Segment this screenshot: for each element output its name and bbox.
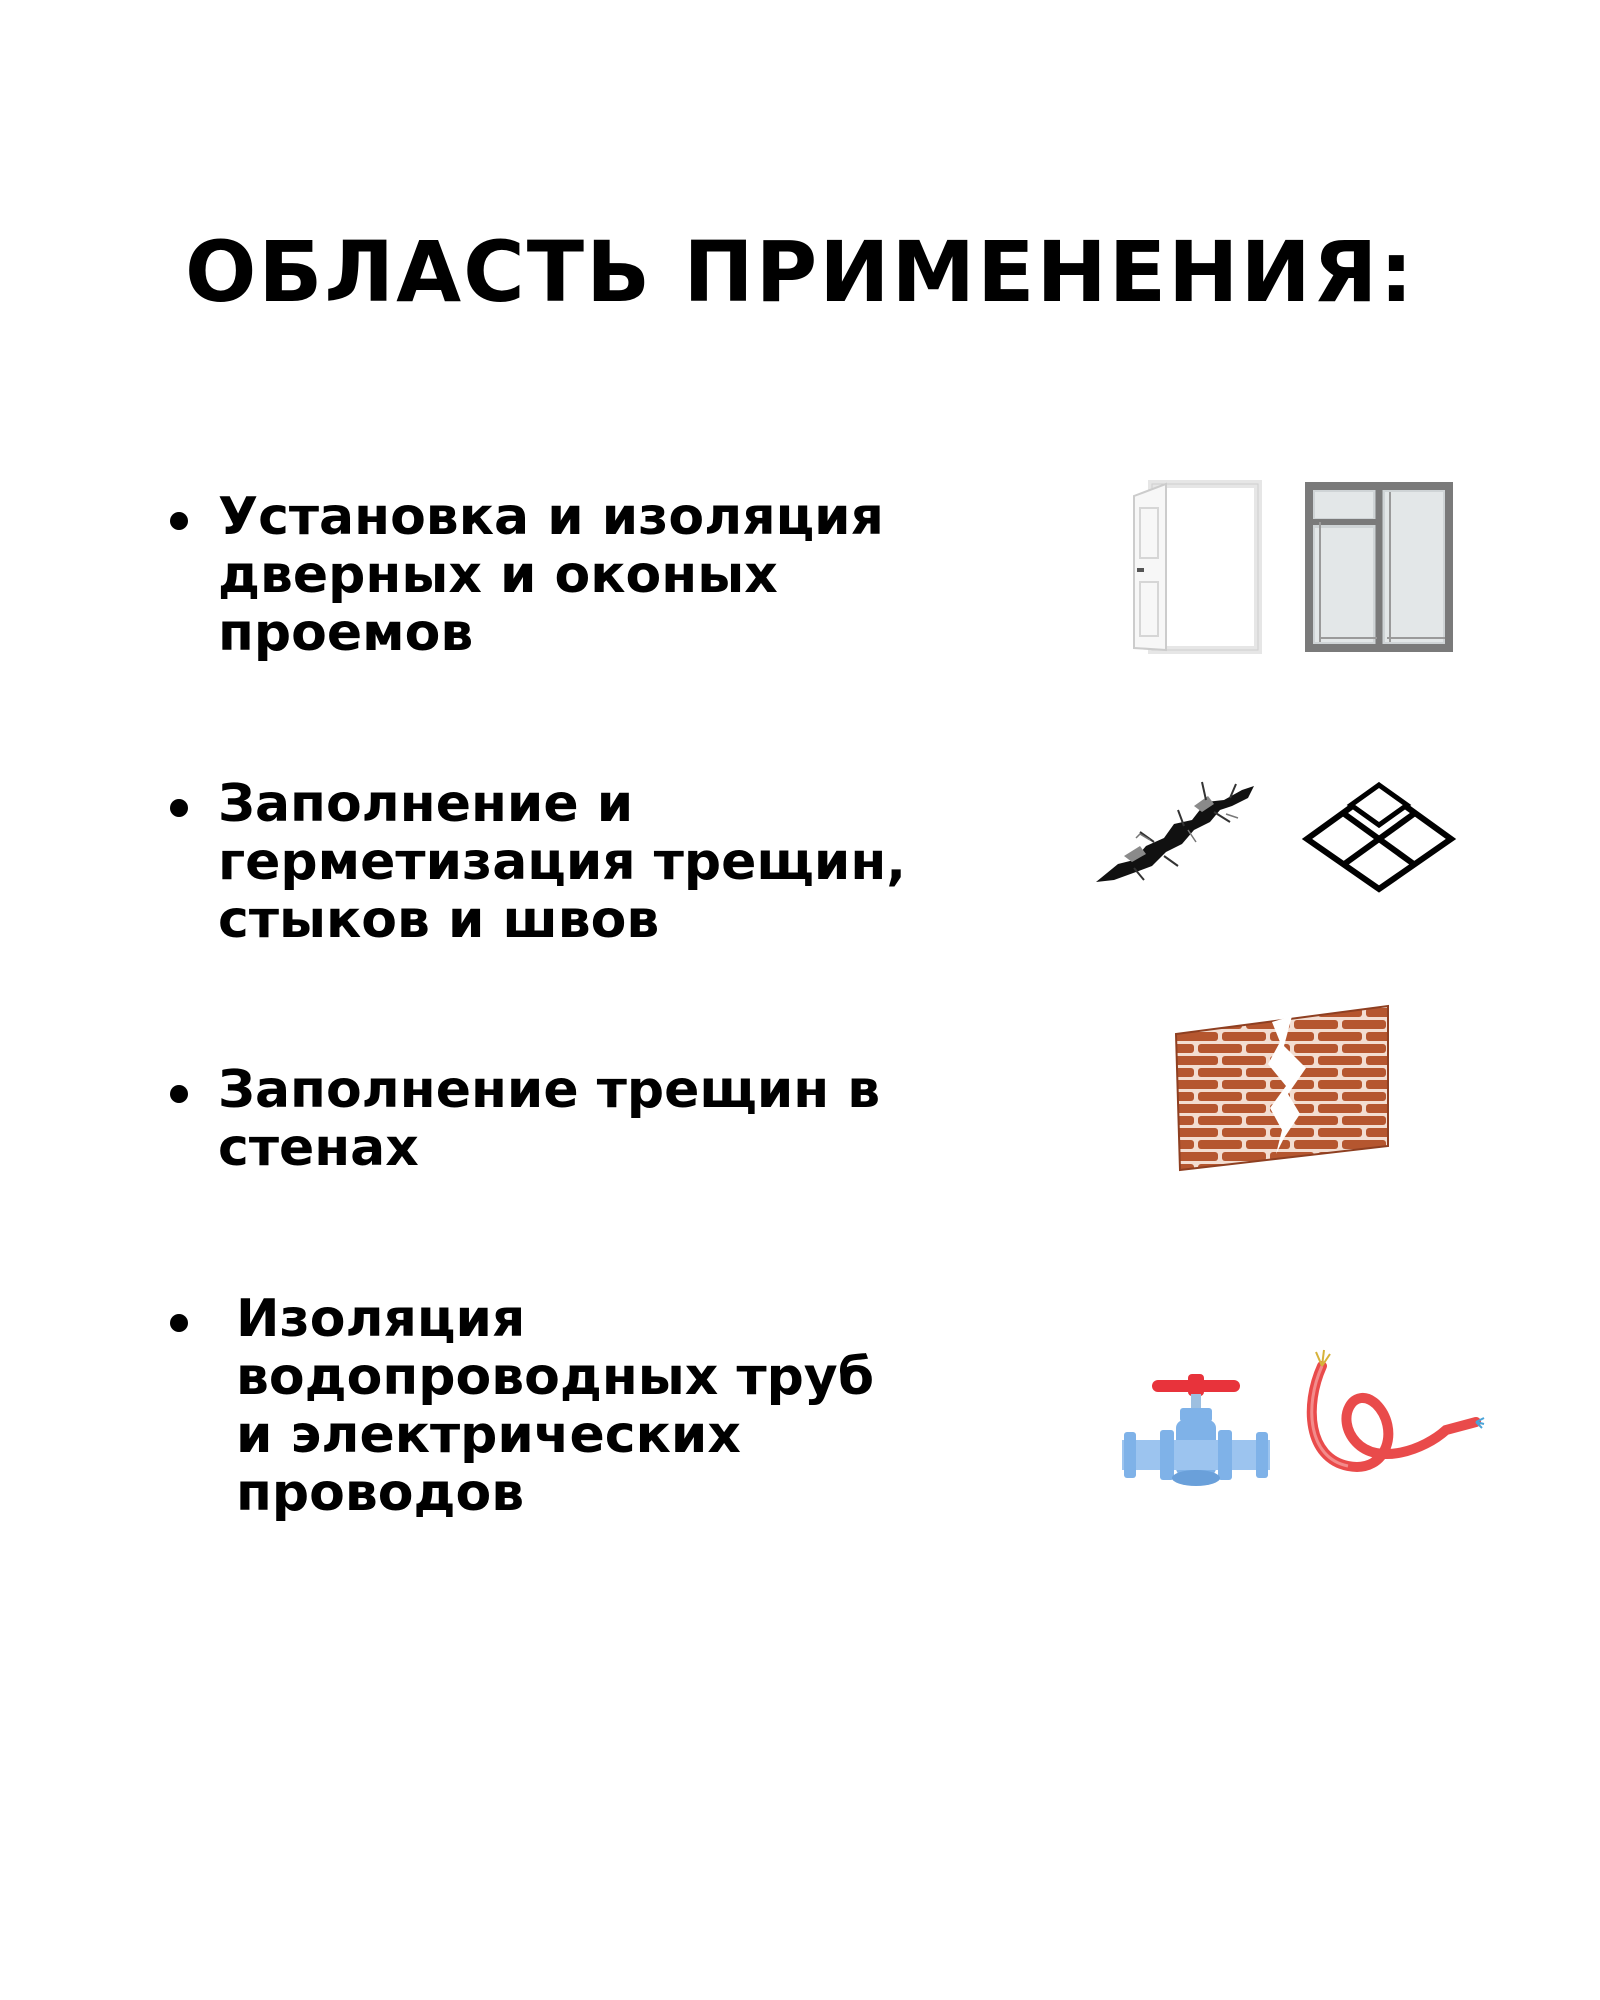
- bullet-icon: [170, 799, 188, 817]
- brick-wall-icon: [1172, 1006, 1392, 1172]
- bullet-icon: [170, 512, 188, 530]
- door-icon: [1130, 482, 1260, 652]
- electric-cable-icon: [1304, 1346, 1484, 1476]
- bullet-icon: [170, 1314, 188, 1332]
- list-item-text: Заполнение и герметизация трещин, стыков и швов: [218, 774, 907, 950]
- page-title: ОБЛАСТЬ ПРИМЕНЕНИЯ:: [184, 223, 1416, 321]
- bullet-icon: [170, 1085, 188, 1103]
- list-item-text: Установка и изоляция дверных и оконых проемов: [218, 487, 884, 663]
- crack-icon: [1094, 776, 1256, 886]
- water-valve-icon: [1122, 1372, 1270, 1500]
- list-item-text: Заполнение трещин в стенах: [218, 1060, 881, 1178]
- list-item-text: Изоляция водопроводных труб и электрических проводов: [236, 1289, 875, 1523]
- tiles-icon: [1303, 783, 1455, 891]
- window-icon: [1305, 482, 1453, 652]
